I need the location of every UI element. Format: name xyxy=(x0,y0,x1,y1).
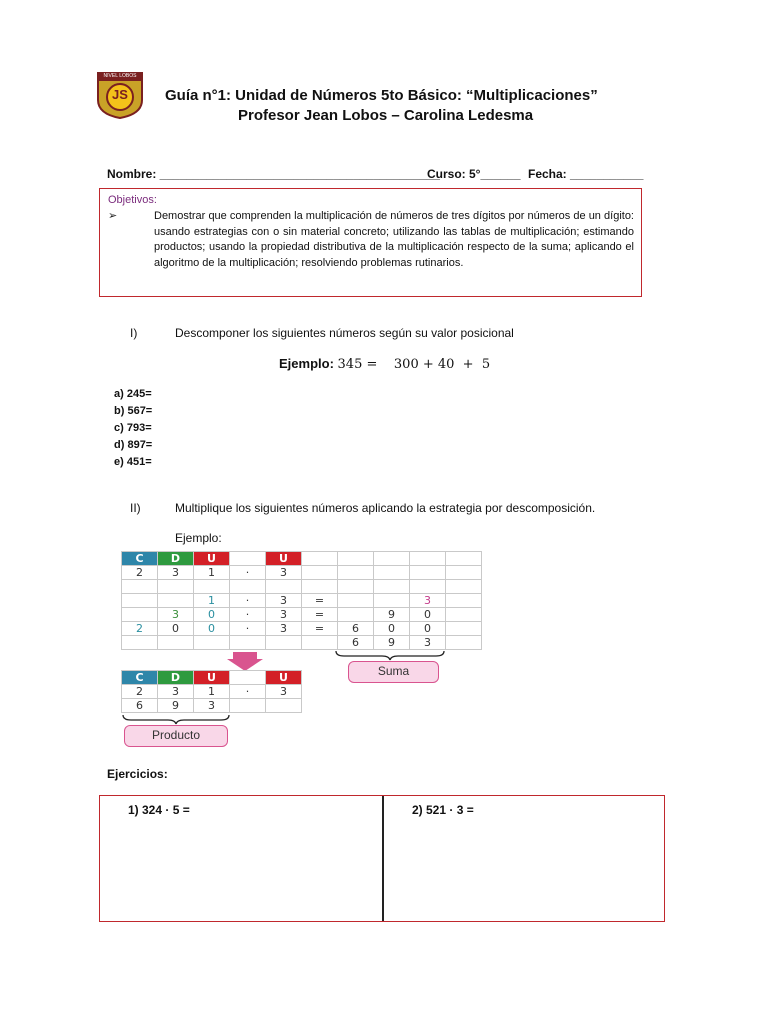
list-item: c) 793= xyxy=(114,422,152,434)
section1-number: I) xyxy=(130,326,138,340)
school-logo xyxy=(95,70,145,120)
grid-cell: 2 xyxy=(122,566,158,580)
grid-row xyxy=(122,608,482,622)
header-u: U xyxy=(194,552,230,566)
grid-cell: 9 xyxy=(374,636,410,650)
grid-cell: 3 xyxy=(158,685,194,699)
grid-cell: 6 xyxy=(338,636,374,650)
grid-row xyxy=(122,566,482,580)
section2-example-label: Ejemplo: xyxy=(175,531,222,545)
grid-cell xyxy=(302,566,338,580)
exercise-1[interactable]: 1) 324 · 5 = xyxy=(128,803,190,817)
page-subtitle: Profesor Jean Lobos – Carolina Ledesma xyxy=(238,107,534,124)
grid-cell: 9 xyxy=(158,699,194,713)
list-item: d) 897= xyxy=(114,439,153,451)
producto-brace xyxy=(121,713,231,725)
grid-cell xyxy=(158,580,194,594)
grid-cell: C xyxy=(122,671,158,685)
grid-cell xyxy=(338,580,374,594)
logo-text: JS xyxy=(112,87,128,102)
grid-cell: = xyxy=(302,608,338,622)
grid-cell xyxy=(446,594,482,608)
grid-cell xyxy=(194,636,230,650)
grid-cell: 1 xyxy=(194,685,230,699)
producto-label: Producto xyxy=(124,725,228,747)
grid-cell xyxy=(266,636,302,650)
grid-cell: 0 xyxy=(158,622,194,636)
grid-cell xyxy=(410,566,446,580)
suma-label: Suma xyxy=(348,661,439,683)
exercises-box xyxy=(99,795,665,922)
grid-cell: 6 xyxy=(122,699,158,713)
section2-title: Multiplique los siguientes números aplicando la estrategia por descomposición. xyxy=(175,501,596,515)
grid-cell xyxy=(122,636,158,650)
grid-cell xyxy=(266,699,302,713)
grid-cell xyxy=(374,580,410,594)
grid-cell: 6 xyxy=(338,622,374,636)
exercises-title: Ejercicios: xyxy=(107,767,168,781)
example-label: Ejemplo: xyxy=(279,356,334,371)
grid-cell: 0 xyxy=(374,622,410,636)
grid-cell: · xyxy=(230,594,266,608)
suma-brace xyxy=(334,649,446,661)
section1-example xyxy=(279,356,490,372)
grid-cell xyxy=(338,566,374,580)
arrow-bullet-icon: ➢ xyxy=(108,210,118,222)
example-expression: 345 = 300 + 40 + 5 xyxy=(337,357,491,372)
grid-row xyxy=(122,580,482,594)
grid-cell xyxy=(446,580,482,594)
grid-cell: 3 xyxy=(410,594,446,608)
grid-cell xyxy=(446,622,482,636)
logo-caption: NIVEL LOBOS xyxy=(103,73,137,79)
curso-field[interactable]: Curso: 5°______ xyxy=(427,167,521,181)
grid-cell xyxy=(446,608,482,622)
product-grid xyxy=(121,670,302,713)
grid-cell: = xyxy=(302,594,338,608)
header-u-multiplier: U xyxy=(266,552,302,566)
grid-cell: 0 xyxy=(410,622,446,636)
grid-cell: 3 xyxy=(266,594,302,608)
page-title: Guía n°1: Unidad de Números 5to Básico: “Multiplicaciones” xyxy=(165,87,598,104)
nombre-field[interactable]: Nombre: __________________________________________ xyxy=(107,167,440,181)
header-c: C xyxy=(122,552,158,566)
grid-cell xyxy=(230,552,266,566)
grid-cell: 1 xyxy=(194,566,230,580)
objectives-text: Demostrar que comprenden la multiplicación de números de tres dígitos por números de un dígito: usando estrategias con o sin material concreto; utilizando las tablas de multiplicación; estimando productos; usando la propiedad distributiva de la multiplicación respecto de la suma; aplicando el algoritmo de la multiplicación; resolviendo problemas rutinarios. xyxy=(154,210,634,269)
section1-title: Descomponer los siguientes números según su valor posicional xyxy=(175,326,514,340)
grid-cell xyxy=(122,580,158,594)
grid-cell: 3 xyxy=(158,608,194,622)
grid-cell xyxy=(122,594,158,608)
grid-cell: 3 xyxy=(266,608,302,622)
grid-cell xyxy=(158,594,194,608)
objectives-box xyxy=(99,188,642,297)
grid-cell xyxy=(302,580,338,594)
grid-cell: · xyxy=(230,685,266,699)
grid-cell: U xyxy=(266,671,302,685)
grid-row xyxy=(122,636,482,650)
fecha-field[interactable]: Fecha: ___________ xyxy=(528,167,644,181)
grid-cell xyxy=(302,636,338,650)
grid-cell: 0 xyxy=(194,608,230,622)
grid-cell: · xyxy=(230,608,266,622)
grid-cell: 2 xyxy=(122,622,158,636)
grid-row xyxy=(122,699,302,713)
grid-cell: 9 xyxy=(374,608,410,622)
objectives-title: Objetivos: xyxy=(108,194,157,206)
grid-cell xyxy=(266,580,302,594)
grid-cell xyxy=(230,699,266,713)
grid-cell xyxy=(446,566,482,580)
grid-cell xyxy=(194,580,230,594)
grid-cell xyxy=(230,636,266,650)
grid-cell xyxy=(122,608,158,622)
grid-cell xyxy=(338,552,374,566)
grid-row xyxy=(122,622,482,636)
exercises-divider xyxy=(382,796,384,921)
grid-cell xyxy=(302,552,338,566)
grid-cell: · xyxy=(230,566,266,580)
grid-cell: = xyxy=(302,622,338,636)
grid-cell: · xyxy=(230,622,266,636)
grid-cell: 0 xyxy=(410,608,446,622)
grid-row xyxy=(122,671,302,685)
grid-cell xyxy=(338,608,374,622)
grid-cell xyxy=(338,594,374,608)
down-arrow-icon xyxy=(227,652,263,672)
grid-cell: D xyxy=(158,671,194,685)
list-item: b) 567= xyxy=(114,405,153,417)
grid-row xyxy=(122,552,482,566)
grid-cell: 3 xyxy=(194,699,230,713)
grid-cell: 3 xyxy=(266,685,302,699)
grid-cell xyxy=(410,580,446,594)
grid-cell xyxy=(410,552,446,566)
section2-number: II) xyxy=(130,501,141,515)
grid-cell xyxy=(230,671,266,685)
list-item: a) 245= xyxy=(114,388,152,400)
grid-cell xyxy=(374,594,410,608)
grid-cell: 3 xyxy=(266,622,302,636)
grid-cell: 2 xyxy=(122,685,158,699)
grid-cell: 3 xyxy=(158,566,194,580)
list-item: e) 451= xyxy=(114,456,152,468)
grid-cell: U xyxy=(194,671,230,685)
grid-cell xyxy=(374,566,410,580)
grid-cell: 3 xyxy=(266,566,302,580)
grid-row xyxy=(122,594,482,608)
grid-row xyxy=(122,685,302,699)
grid-cell: 1 xyxy=(194,594,230,608)
grid-cell: 3 xyxy=(410,636,446,650)
header-d: D xyxy=(158,552,194,566)
decomposition-grid xyxy=(121,551,482,650)
grid-cell xyxy=(230,580,266,594)
grid-cell xyxy=(446,636,482,650)
grid-cell: 0 xyxy=(194,622,230,636)
grid-cell xyxy=(158,636,194,650)
grid-cell xyxy=(374,552,410,566)
grid-cell xyxy=(446,552,482,566)
exercise-2[interactable]: 2) 521 · 3 = xyxy=(412,803,474,817)
